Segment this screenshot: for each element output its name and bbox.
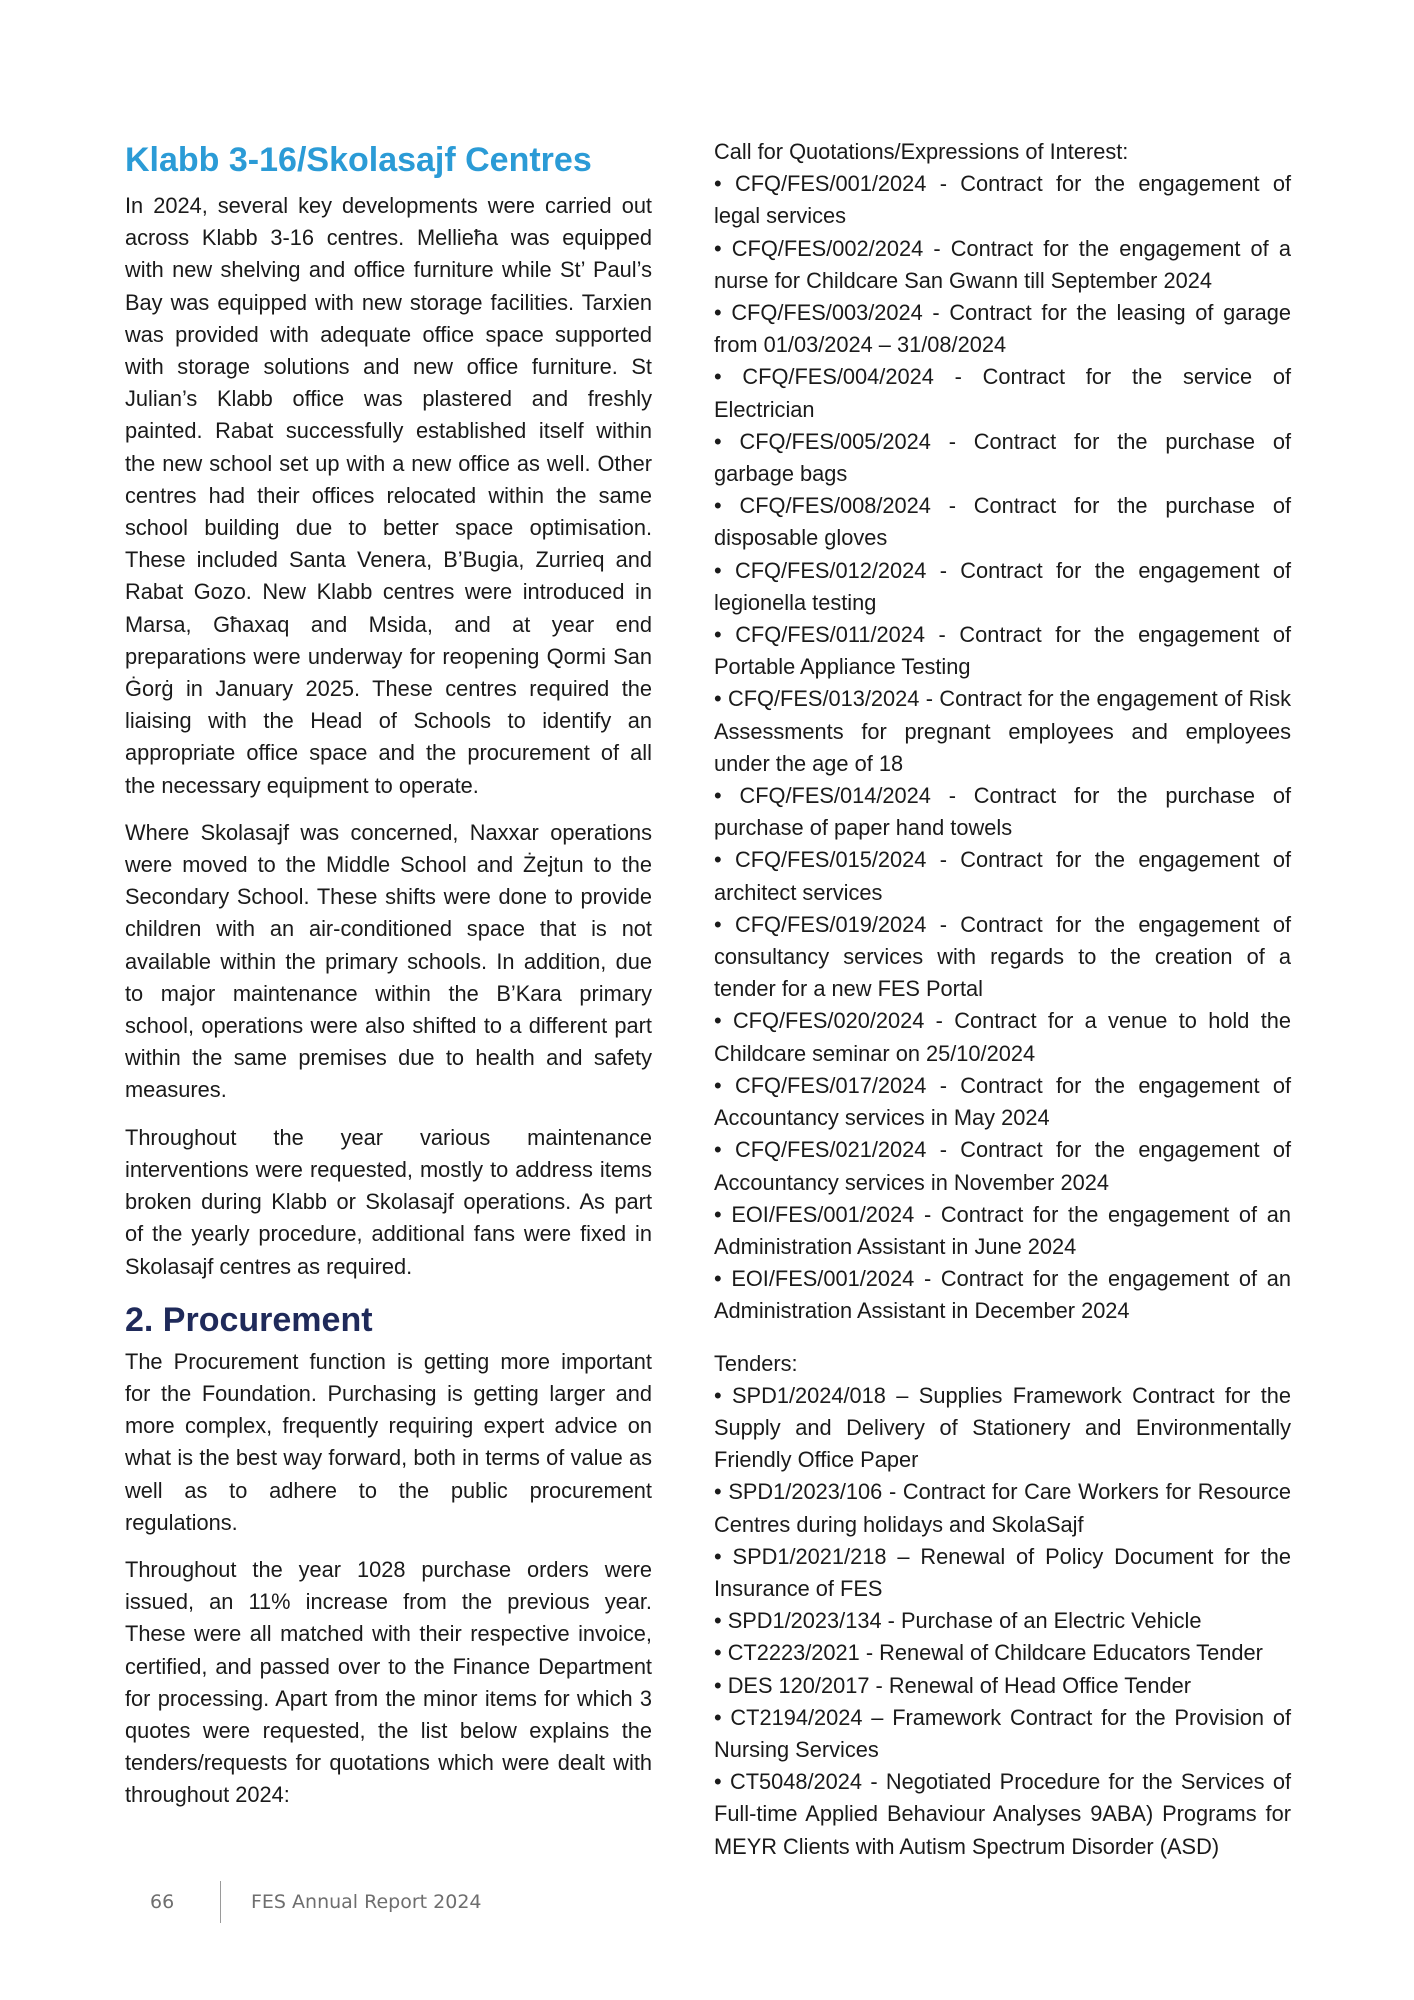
cfq-list-title: Call for Quotations/Expressions of Interest: [714,139,1129,164]
list-item: • CFQ/FES/011/2024 - Contract for the engagement of Portable Appliance Testing [714,619,1291,683]
list-item: • CT2223/2021 - Renewal of Childcare Educators Tender [714,1637,1291,1669]
list-item: • CFQ/FES/008/2024 - Contract for the purchase of disposable gloves [714,490,1291,554]
paragraph-purchase-orders: Throughout the year 1028 purchase orders were issued, an 11% increase from the previous year. These were all matched with their respective invoice, certified, and passed over to the Finance Department for processing. Apart from the minor items for which 3 quotes were requested, the list below explains the tenders/requests for quotations which were dealt with throughout 2024: [125,1556,652,1808]
list-item: • CFQ/FES/001/2024 - Contract for the engagement of legal services [714,168,1291,232]
list-item: • EOI/FES/001/2024 - Contract for the engagement of an Administration Assistant in June 2024 [714,1199,1291,1263]
left-column [125,138,652,1827]
paragraph-klabb-developments: In 2024, several key developments were carried out across Klabb 3-16 centres. Mellieħa was equipped with new shelving and office furniture while St’ Paul’s Bay was equipped with new storage facilities. Tarxien was provided with adequate office space supported with storage solutions and new office furniture. St Julian’s Klabb office was plastered and freshly painted. Rabat successfully established itself within the new school set up with a new office as well. Other centres had their offices relocated within the same school building due to better space optimisation. These included Santa Venera, B’Bugia, Zurrieq and Rabat Gozo. New Klabb centres were introduced in Marsa, Għaxaq and Msida, and at year end preparations were underway for reopening Qormi San Ġorġ in January 2025. These centres required the liaising with the Head of Schools to identify an appropriate office space and the procurement of all the necessary equipment to operate. [125,193,652,798]
tenders-list [714,1348,1291,1863]
list-item: • DES 120/2017 - Renewal of Head Office Tender [714,1670,1291,1702]
page-footer [150,1880,482,1924]
list-item: • CFQ/FES/003/2024 - Contract for the leasing of garage from 01/03/2024 – 31/08/2024 [714,297,1291,361]
tenders-list-title: Tenders: [714,1350,798,1376]
list-item: • CFQ/FES/013/2024 - Contract for the engagement of Risk Assessments for pregnant employees and employees under the age of 18 [714,683,1291,780]
right-column [714,136,1291,1883]
list-item: • CFQ/FES/002/2024 - Contract for the engagement of a nurse for Childcare San Gwann till September 2024 [714,233,1291,297]
list-item: • CFQ/FES/004/2024 - Contract for the service of Electrician [714,361,1291,425]
list-item: • CFQ/FES/020/2024 - Contract for a venue to hold the Childcare seminar on 25/10/2024 [714,1005,1291,1069]
paragraph-skolasajf: Where Skolasajf was concerned, Naxxar operations were moved to the Middle School and Żejtun to the Secondary School. These shifts were done to provide children with an air-conditioned space that is not available within the primary schools. In addition, due to major maintenance within the B’Kara primary school, operations were also shifted to a different part within the same premises due to health and safety measures. [125,819,652,1103]
section-heading-klabb: Klabb 3-16/Skolasajf Centres [125,141,592,179]
list-item: • CFQ/FES/014/2024 - Contract for the purchase of purchase of paper hand towels [714,780,1291,844]
list-item: • CT5048/2024 - Negotiated Procedure for the Services of Full-time Applied Behaviour Analyses 9ABA) Programs for MEYR Clients with Autism Spectrum Disorder (ASD) [714,1766,1291,1863]
list-item: • CFQ/FES/005/2024 - Contract for the purchase of garbage bags [714,426,1291,490]
paragraph-maintenance: Throughout the year various maintenance interventions were requested, mostly to address items broken during Klabb or Skolasajf operations. As part of the yearly procedure, additional fans were fixed in Skolasajf centres as required. [125,1124,652,1279]
list-item: • CFQ/FES/012/2024 - Contract for the engagement of legionella testing [714,555,1291,619]
paragraph-procurement-function: The Procurement function is getting more important for the Foundation. Purchasing is getting larger and more complex, frequently requiring expert advice on what is the best way forward, both in terms of value as well as to adhere to the public procurement regulations. [125,1348,652,1535]
footer-divider [220,1881,221,1923]
list-item: • SPD1/2023/106 - Contract for Care Workers for Resource Centres during holidays and SkolaSajf [714,1476,1291,1540]
list-item: • CFQ/FES/017/2024 - Contract for the engagement of Accountancy services in May 2024 [714,1070,1291,1134]
list-item: • CFQ/FES/015/2024 - Contract for the engagement of architect services [714,844,1291,908]
list-item: • CFQ/FES/021/2024 - Contract for the engagement of Accountancy services in November 2024 [714,1134,1291,1198]
list-item: • EOI/FES/001/2024 - Contract for the engagement of an Administration Assistant in December 2024 [714,1263,1291,1327]
page-number: 66 [150,1891,175,1913]
list-item: • CFQ/FES/019/2024 - Contract for the engagement of consultancy services with regards to the creation of a tender for a new FES Portal [714,909,1291,1006]
cfq-list [714,136,1291,1328]
section-heading-procurement: 2. Procurement [125,1300,373,1339]
list-item: • SPD1/2023/134 - Purchase of an Electric Vehicle [714,1605,1291,1637]
list-item: • SPD1/2024/018 – Supplies Framework Contract for the Supply and Delivery of Stationery and Environmentally Friendly Office Paper [714,1380,1291,1477]
list-item: • SPD1/2021/218 – Renewal of Policy Document for the Insurance of FES [714,1541,1291,1605]
list-item: • CT2194/2024 – Framework Contract for the Provision of Nursing Services [714,1702,1291,1766]
report-title: FES Annual Report 2024 [251,1891,482,1913]
